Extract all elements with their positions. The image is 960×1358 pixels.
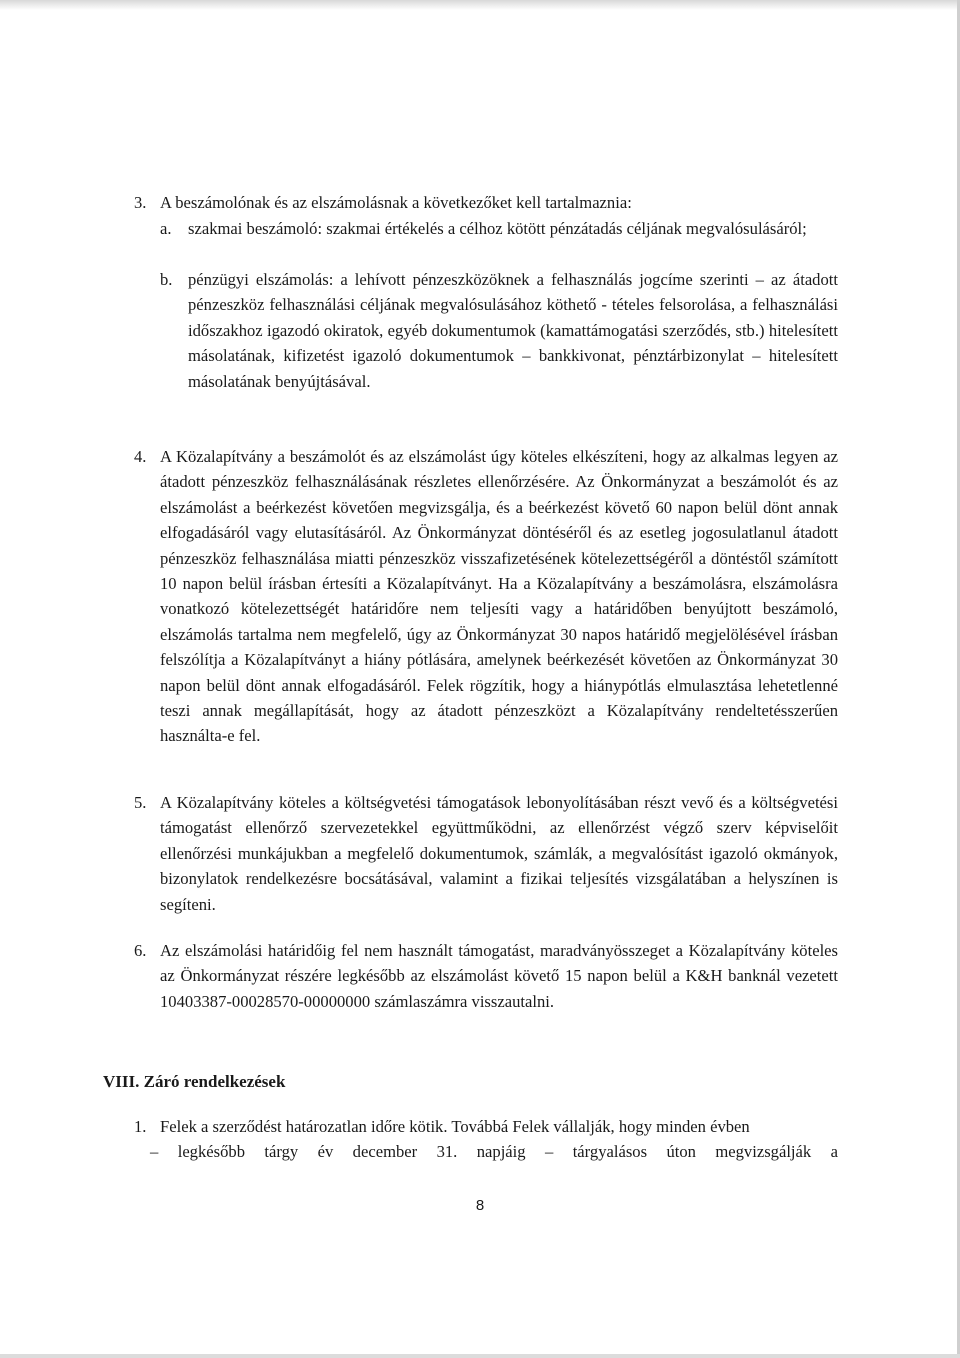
chapter-heading: VIII. Záró rendelkezések bbox=[103, 1072, 286, 1091]
section-6-text: Az elszámolási határidőig fel nem használt támogatást, maradványösszeget a Közalapítvány köteles az Önkormányzat részére legkésőbb az elszámolást követő 15 napon belül a K&H banknál vezetett 10403387-00028570-00000000 számlaszámra visszautalni. bbox=[160, 941, 838, 1011]
section-3-number: 3. bbox=[134, 193, 147, 212]
section-3-item-b-label: b. bbox=[160, 270, 173, 289]
section-5-number: 5. bbox=[134, 793, 147, 812]
section-4-text: A Közalapítvány a beszámolót és az elszámolást úgy köteles elkészíteni, hogy az alkalmas legyen az átadott pénzeszköz felhasználásának részletes ellenőrzésére. Az Önkormányzat a beszámolót és az elszámolást a beérkezést követően megvizsgálja, és a beérkezést követő 60 napon belül dönt annak elfogadásáról vagy elutasításáról. Az Önkormányzat döntéséről és az esetleg jogosulatlanul átadott pénzeszköz felhasználása miatti pénzeszköz visszafizetésének kötelezettségéről a döntéstől számított 10 napon belül írásban értesíti a Közalapítványt. Ha a Közalapítvány a beszámolásra, elszámolásra vonatkozó kötelezettségét határidőre nem teljesíti vagy a határidőben benyújtott beszámoló, elszámolás tartalma nem megfelelő, úgy az Önkormányzat 30 napos határidő megjelölésével írásban felszólítja a Közalapítványt a hiány pótlására, amelynek beérkezését követően az Önkormányzat 30 napon belül dönt annak elfogadásáról. Felek rögzítik, hogy a hiánypótlás elmulasztása lehetetlenné teszi annak megállapítását, hogy az átadott pénzeszközt a Közalapítvány rendeltetésszerűen használta-e fel. bbox=[160, 447, 838, 746]
final-1-line-1: Felek a szerződést határozatlan időre kötik. Továbbá Felek vállalják, hogy minden évben bbox=[160, 1117, 750, 1136]
section-3-item-a-label: a. bbox=[160, 219, 172, 238]
section-4-number: 4. bbox=[134, 447, 147, 466]
final-1-number: 1. bbox=[134, 1117, 147, 1136]
section-3-item-a-text: szakmai beszámoló: szakmai értékelés a célhoz kötött pénzátadás céljának megvalósulásáról; bbox=[188, 219, 807, 238]
section-3-intro: A beszámolónak és az elszámolásnak a következőket kell tartalmaznia: bbox=[160, 193, 632, 212]
final-1-line-2: – legkésőbb tárgy év december 31. napjáig – tárgyalásos úton megvizsgálják a bbox=[150, 1142, 838, 1161]
page-number: 8 bbox=[475, 1197, 485, 1214]
section-3-item-b-text: pénzügyi elszámolás: a lehívott pénzeszközöknek a felhasználás jogcíme szerinti – az átadott pénzeszköz felhasználási céljának megvalósulásához köthető - tételes felsorolása, a felhasználási időszakhoz igazodó okiratok, egyéb dokumentumok (kamattámogatási szerződés, stb.) hitelesített másolatának, kifizetést igazoló dokumentumok – bankkivonat, pénztárbizonylat – hitelesített másolatának benyújtásával. bbox=[188, 270, 838, 391]
section-6-number: 6. bbox=[134, 941, 147, 960]
section-5-text: A Közalapítvány köteles a költségvetési támogatások lebonyolításában részt vevő és a költségvetési támogatást ellenőrző szervezetekkel együttműködni, az ellenőrzést végző szerv képviselőit ellenőrzési munkájukban a megfelelő dokumentumok, számlák, a megvalósítást igazoló okmányok, bizonylatok rendelkezésre bocsátásával, valamint a fizikai teljesítés vizsgálatában a helyszínen is segíteni. bbox=[160, 793, 838, 914]
